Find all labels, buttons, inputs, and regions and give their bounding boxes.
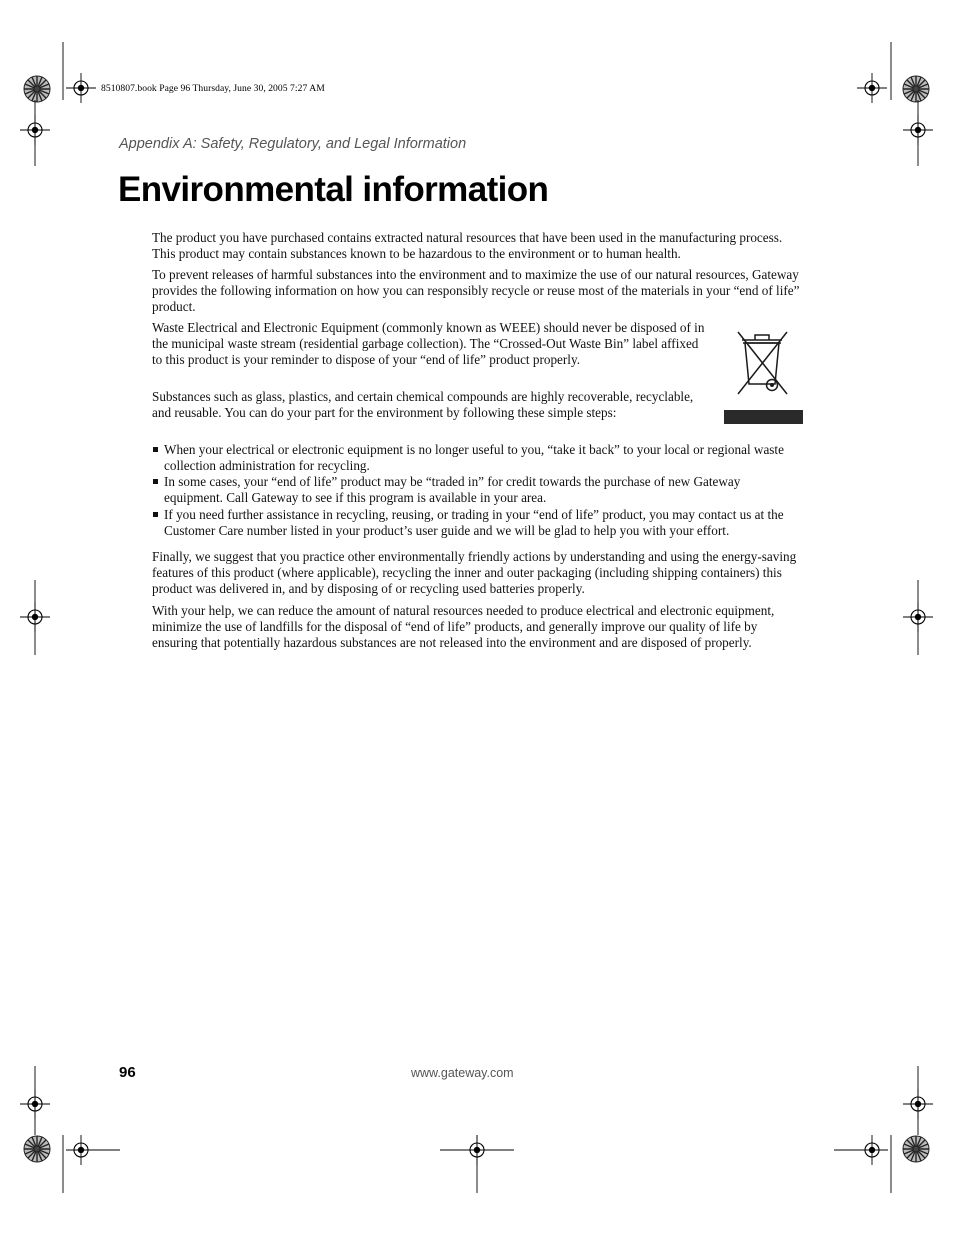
paragraph: Finally, we suggest that you practice other environmentally friendly actions by understanding and using the energy-saving features of this product (where applicable), recycling the inner and outer packaging (including shipping containers) this product was delivered in, and by disposing of or recycling used batteries properly. [152, 549, 797, 596]
paragraph: With your help, we can reduce the amount of natural resources needed to produce electrical and electronic equipment, minimize the use of landfills for the disposal of “end of life” products, and generally improve our quality of life by ensuring that potentially hazardous substances are not released into the environment and are disposed of properly. [152, 603, 775, 650]
paragraph: The product you have purchased contains extracted natural resources that have been used in the manufacturing process. This product may contain substances known to be hazardous to the environment or to human health. [152, 230, 783, 261]
crossed-out-wheeled-bin-icon [724, 326, 803, 410]
weee-bar [724, 410, 803, 424]
registration-mark-icon [66, 73, 96, 103]
list-item [152, 442, 802, 474]
book-slug: 8510807.book Page 96 Thursday, June 30, 2005 7:27 AM [101, 83, 325, 94]
running-head: Appendix A: Safety, Regulatory, and Legal Information [119, 136, 467, 152]
bullet-icon [153, 479, 158, 484]
list-item-text: If you need further assistance in recycling, reusing, or trading in your “end of life” product, you may contact us at the Customer Care number listed in your product’s user guide and we will be glad to help you with your effort. [164, 506, 784, 538]
list-item [152, 507, 802, 539]
bullet-icon [153, 447, 158, 452]
bullet-icon [153, 512, 158, 517]
paragraph: Substances such as glass, plastics, and certain chemical compounds are highly recoverable, recyclable, and reusable. You can do your part for the environment by following these simple steps: [152, 389, 694, 420]
paragraph: To prevent releases of harmful substances into the environment and to maximize the use of our natural resources, Gateway provides the following information on how you can responsibly recycle or reuse most of the materials in your “end of life” product. [152, 267, 800, 314]
color-target-icon [24, 1136, 50, 1162]
page-title: Environmental information [118, 170, 549, 209]
page-number: 96 [119, 1064, 136, 1081]
weee-label [724, 326, 803, 425]
footer-url: www.gateway.com [411, 1066, 514, 1080]
list-item-text: In some cases, your “end of life” product may be “traded in” for credit towards the purchase of new Gateway equipment. Call Gateway to see if this program is available in your area. [164, 474, 741, 506]
color-target-icon [903, 1136, 929, 1162]
list-item [152, 474, 802, 506]
recycling-steps-list [152, 442, 802, 539]
list-item-text: When your electrical or electronic equipment is no longer useful to you, “take it back” to your local or regional waste collection administration for recycling. [164, 442, 784, 473]
paragraph: Waste Electrical and Electronic Equipment (commonly known as WEEE) should never be disposed of in the municipal waste stream (residential garbage collection). The “Crossed-Out Waste Bin” label affixed to this product is your reminder to dispose of your “end of life” product properly. [152, 320, 705, 367]
color-target-icon [24, 76, 50, 102]
color-target-icon [903, 76, 929, 102]
registration-mark-icon [857, 73, 887, 103]
